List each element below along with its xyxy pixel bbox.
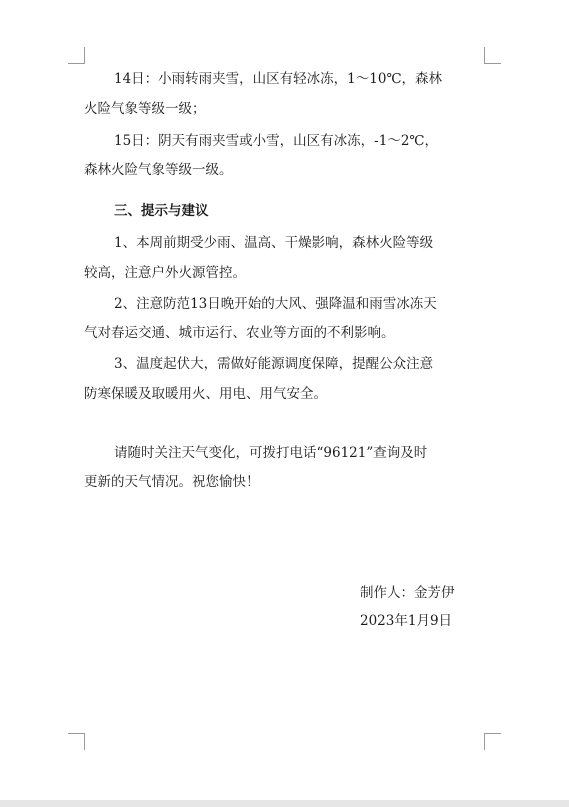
margin-corner-top-left	[68, 47, 85, 64]
forecast-day15-line2: 森林火险气象等级一级。	[84, 162, 233, 178]
closing-line2: 更新的天气情况。祝您愉快！	[84, 474, 260, 490]
tip1-line1: 1、本周前期受少雨、温高、干燥影响，森林火险等级	[114, 235, 434, 251]
forecast-day15-line1: 15日：阴天有雨夹雪或小雪，山区有冰冻，-1～2℃，	[114, 133, 439, 149]
closing-line1: 请随时关注天气变化，可拨打电话“96121”查询及时	[114, 445, 428, 461]
margin-corner-top-right	[484, 47, 501, 64]
signature-date: 2023年1月9日	[360, 613, 453, 629]
tip3-line2: 防寒保暖及取暖用火、用电、用气安全。	[84, 386, 327, 402]
tip3-line1: 3、温度起伏大，需做好能源调度保障，提醒公众注意	[114, 356, 434, 372]
tips-heading: 三、提示与建议	[114, 203, 209, 219]
margin-corner-bottom-left	[68, 733, 85, 750]
tip1-line2: 较高，注意户外火源管控。	[84, 265, 246, 281]
forecast-day14-line2: 火险气象等级一级；	[84, 101, 206, 117]
margin-corner-bottom-right	[484, 733, 501, 750]
window-bottom-bar	[0, 800, 569, 807]
forecast-day14-line1: 14日：小雨转雨夹雪，山区有轻冰冻，1～10℃，森林	[114, 71, 443, 87]
signature-author: 制作人：金芳伊	[360, 585, 455, 601]
tip2-line1: 2、注意防范13日晚开始的大风、强降温和雨雪冰冻天	[114, 296, 437, 312]
tip2-line2: 气对春运交通、城市运行、农业等方面的不利影响。	[84, 325, 395, 341]
